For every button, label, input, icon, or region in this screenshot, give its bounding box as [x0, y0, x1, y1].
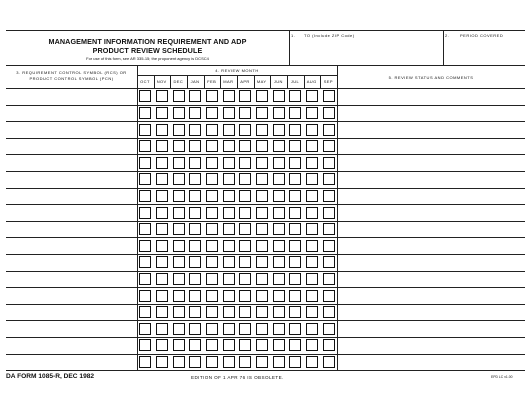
review-checkbox-aug[interactable] — [306, 190, 318, 202]
review-month-header: 4. REVIEW MONTH — [215, 68, 259, 73]
control-symbol-entry[interactable] — [6, 138, 136, 154]
review-checkbox-oct[interactable] — [139, 157, 151, 169]
review-checkbox-aug[interactable] — [306, 256, 318, 268]
control-symbol-entry[interactable] — [6, 320, 136, 336]
control-symbol-entry[interactable] — [6, 105, 136, 121]
review-checkbox-oct[interactable] — [139, 124, 151, 136]
review-checkbox-aug[interactable] — [306, 290, 318, 302]
control-symbol-entry[interactable] — [6, 188, 136, 204]
review-checkbox-sep[interactable] — [323, 256, 335, 268]
review-checkbox-feb[interactable] — [206, 306, 218, 318]
month-header-may: MAY — [256, 79, 267, 84]
review-checkbox-dec[interactable] — [173, 323, 185, 335]
review-checkbox-apr[interactable] — [239, 90, 251, 102]
review-checkbox-oct[interactable] — [139, 190, 151, 202]
review-checkbox-dec[interactable] — [173, 173, 185, 185]
review-checkbox-dec[interactable] — [173, 157, 185, 169]
review-checkbox-jul[interactable] — [289, 256, 301, 268]
review-checkbox-sep[interactable] — [323, 157, 335, 169]
review-checkbox-jul[interactable] — [289, 124, 301, 136]
review-checkbox-feb[interactable] — [206, 124, 218, 136]
review-checkbox-feb[interactable] — [206, 90, 218, 102]
review-checkbox-jul[interactable] — [289, 240, 301, 252]
review-checkbox-jun[interactable] — [273, 173, 285, 185]
review-checkbox-apr[interactable] — [239, 140, 251, 152]
control-symbol-entry[interactable] — [6, 304, 136, 320]
review-checkbox-jul[interactable] — [289, 306, 301, 318]
review-checkbox-dec[interactable] — [173, 356, 185, 368]
review-checkbox-apr[interactable] — [239, 240, 251, 252]
review-status-header: 5. REVIEW STATUS AND COMMENTS — [388, 75, 474, 80]
review-checkbox-sep[interactable] — [323, 240, 335, 252]
edition-note: EDITION OF 1 APR 76 IS OBSOLETE. — [191, 375, 284, 380]
header-divider-2 — [443, 30, 444, 65]
review-checkbox-jul[interactable] — [289, 190, 301, 202]
header-divider-1 — [289, 30, 290, 65]
review-checkbox-apr[interactable] — [239, 323, 251, 335]
review-checkbox-may[interactable] — [256, 339, 268, 351]
month-header-feb: FEB — [207, 79, 217, 84]
review-checkbox-sep[interactable] — [323, 223, 335, 235]
review-checkbox-apr[interactable] — [239, 339, 251, 351]
field-1-input[interactable] — [292, 40, 440, 63]
printer-mark: EPD LC v1.00 — [491, 375, 513, 379]
review-checkbox-aug[interactable] — [306, 140, 318, 152]
month-column-divider — [187, 75, 188, 88]
review-checkbox-jan[interactable] — [189, 339, 201, 351]
status-comments-entry[interactable] — [338, 287, 524, 303]
review-checkbox-sep[interactable] — [323, 339, 335, 351]
review-checkbox-aug[interactable] — [306, 306, 318, 318]
review-checkbox-mar[interactable] — [223, 339, 235, 351]
review-checkbox-mar[interactable] — [223, 90, 235, 102]
review-checkbox-may[interactable] — [256, 124, 268, 136]
review-checkbox-may[interactable] — [256, 290, 268, 302]
review-checkbox-feb[interactable] — [206, 240, 218, 252]
review-checkbox-mar[interactable] — [223, 124, 235, 136]
review-checkbox-mar[interactable] — [223, 223, 235, 235]
control-symbol-entry[interactable] — [6, 154, 136, 170]
month-header-dec: DEC — [173, 79, 184, 84]
status-comments-entry[interactable] — [338, 105, 524, 121]
review-checkbox-jan[interactable] — [189, 157, 201, 169]
review-checkbox-aug[interactable] — [306, 323, 318, 335]
review-checkbox-dec[interactable] — [173, 290, 185, 302]
status-comments-entry[interactable] — [338, 154, 524, 170]
review-checkbox-oct[interactable] — [139, 107, 151, 119]
review-checkbox-feb[interactable] — [206, 107, 218, 119]
review-checkbox-mar[interactable] — [223, 356, 235, 368]
review-checkbox-may[interactable] — [256, 223, 268, 235]
review-checkbox-jul[interactable] — [289, 90, 301, 102]
review-checkbox-jul[interactable] — [289, 173, 301, 185]
month-header-sep: SEP — [323, 79, 333, 84]
review-checkbox-may[interactable] — [256, 256, 268, 268]
review-checkbox-jan[interactable] — [189, 90, 201, 102]
review-checkbox-jul[interactable] — [289, 339, 301, 351]
review-checkbox-jun[interactable] — [273, 273, 285, 285]
review-checkbox-nov[interactable] — [156, 356, 168, 368]
review-checkbox-jan[interactable] — [189, 273, 201, 285]
review-checkbox-feb[interactable] — [206, 157, 218, 169]
review-checkbox-may[interactable] — [256, 240, 268, 252]
review-checkbox-jul[interactable] — [289, 157, 301, 169]
review-checkbox-mar[interactable] — [223, 140, 235, 152]
review-checkbox-may[interactable] — [256, 356, 268, 368]
review-checkbox-apr[interactable] — [239, 273, 251, 285]
review-checkbox-feb[interactable] — [206, 323, 218, 335]
review-checkbox-mar[interactable] — [223, 190, 235, 202]
review-checkbox-dec[interactable] — [173, 339, 185, 351]
form-title-line1: MANAGEMENT INFORMATION REQUIREMENT AND ADP — [48, 37, 247, 46]
review-checkbox-nov[interactable] — [156, 207, 168, 219]
review-checkbox-sep[interactable] — [323, 356, 335, 368]
review-checkbox-jun[interactable] — [273, 124, 285, 136]
review-checkbox-apr[interactable] — [239, 157, 251, 169]
review-checkbox-oct[interactable] — [139, 90, 151, 102]
month-column-divider — [220, 75, 221, 88]
control-symbol-entry[interactable] — [6, 271, 136, 287]
review-checkbox-sep[interactable] — [323, 323, 335, 335]
review-checkbox-mar[interactable] — [223, 157, 235, 169]
review-checkbox-aug[interactable] — [306, 107, 318, 119]
review-checkbox-jul[interactable] — [289, 323, 301, 335]
review-checkbox-jun[interactable] — [273, 256, 285, 268]
control-symbol-header-line2: PRODUCT CONTROL SYMBOL (PCN) — [29, 76, 114, 81]
review-checkbox-jan[interactable] — [189, 173, 201, 185]
review-checkbox-may[interactable] — [256, 140, 268, 152]
month-column-divider — [170, 75, 171, 88]
status-comments-entry[interactable] — [338, 304, 524, 320]
review-checkbox-jan[interactable] — [189, 290, 201, 302]
month-column-divider — [270, 75, 271, 88]
review-checkbox-jul[interactable] — [289, 356, 301, 368]
review-checkbox-apr[interactable] — [239, 356, 251, 368]
review-checkbox-may[interactable] — [256, 157, 268, 169]
review-checkbox-feb[interactable] — [206, 339, 218, 351]
review-checkbox-nov[interactable] — [156, 240, 168, 252]
review-checkbox-sep[interactable] — [323, 306, 335, 318]
review-checkbox-nov[interactable] — [156, 223, 168, 235]
review-checkbox-jun[interactable] — [273, 90, 285, 102]
review-checkbox-apr[interactable] — [239, 290, 251, 302]
review-checkbox-dec[interactable] — [173, 256, 185, 268]
form-id: DA FORM 1085-R, DEC 1982 — [6, 373, 95, 380]
header-bottom-border — [6, 65, 525, 66]
review-checkbox-nov[interactable] — [156, 273, 168, 285]
review-checkbox-jun[interactable] — [273, 306, 285, 318]
review-checkbox-jun[interactable] — [273, 223, 285, 235]
review-checkbox-dec[interactable] — [173, 273, 185, 285]
review-checkbox-jun[interactable] — [273, 107, 285, 119]
review-checkbox-jan[interactable] — [189, 124, 201, 136]
review-checkbox-jun[interactable] — [273, 356, 285, 368]
review-checkbox-oct[interactable] — [139, 306, 151, 318]
field-2-label: PERIOD COVERED — [460, 33, 504, 38]
review-checkbox-aug[interactable] — [306, 124, 318, 136]
review-checkbox-sep[interactable] — [323, 90, 335, 102]
review-checkbox-oct[interactable] — [139, 339, 151, 351]
review-checkbox-apr[interactable] — [239, 256, 251, 268]
review-checkbox-nov[interactable] — [156, 173, 168, 185]
review-checkbox-may[interactable] — [256, 173, 268, 185]
review-checkbox-sep[interactable] — [323, 273, 335, 285]
month-column-divider — [304, 75, 305, 88]
review-checkbox-oct[interactable] — [139, 323, 151, 335]
review-checkbox-jan[interactable] — [189, 306, 201, 318]
month-column-divider — [154, 75, 155, 88]
review-checkbox-apr[interactable] — [239, 190, 251, 202]
review-checkbox-may[interactable] — [256, 107, 268, 119]
review-checkbox-jun[interactable] — [273, 140, 285, 152]
control-symbol-entry[interactable] — [6, 254, 136, 270]
month-area-left-border — [137, 65, 138, 371]
month-column-divider — [254, 75, 255, 88]
review-checkbox-feb[interactable] — [206, 140, 218, 152]
month-header-jan: JAN — [190, 79, 200, 84]
review-checkbox-dec[interactable] — [173, 190, 185, 202]
control-symbol-entry[interactable] — [6, 287, 136, 303]
review-checkbox-dec[interactable] — [173, 140, 185, 152]
review-checkbox-jun[interactable] — [273, 207, 285, 219]
review-checkbox-jun[interactable] — [273, 339, 285, 351]
review-checkbox-oct[interactable] — [139, 356, 151, 368]
review-checkbox-jun[interactable] — [273, 240, 285, 252]
status-comments-entry[interactable] — [338, 188, 524, 204]
review-checkbox-nov[interactable] — [156, 157, 168, 169]
review-checkbox-jan[interactable] — [189, 140, 201, 152]
review-checkbox-dec[interactable] — [173, 240, 185, 252]
status-comments-entry[interactable] — [338, 138, 524, 154]
review-checkbox-aug[interactable] — [306, 223, 318, 235]
review-checkbox-may[interactable] — [256, 323, 268, 335]
review-checkbox-may[interactable] — [256, 190, 268, 202]
review-checkbox-jun[interactable] — [273, 157, 285, 169]
review-checkbox-dec[interactable] — [173, 223, 185, 235]
review-checkbox-apr[interactable] — [239, 223, 251, 235]
review-checkbox-feb[interactable] — [206, 207, 218, 219]
review-checkbox-sep[interactable] — [323, 124, 335, 136]
review-checkbox-jul[interactable] — [289, 207, 301, 219]
status-comments-entry[interactable] — [338, 237, 524, 253]
status-comments-entry[interactable] — [338, 271, 524, 287]
review-checkbox-sep[interactable] — [323, 290, 335, 302]
review-checkbox-jun[interactable] — [273, 190, 285, 202]
month-header-oct: OCT — [140, 79, 150, 84]
review-checkbox-mar[interactable] — [223, 306, 235, 318]
review-checkbox-apr[interactable] — [239, 306, 251, 318]
review-checkbox-nov[interactable] — [156, 306, 168, 318]
review-checkbox-dec[interactable] — [173, 90, 185, 102]
month-header-jun: JUN — [273, 79, 283, 84]
review-checkbox-may[interactable] — [256, 207, 268, 219]
review-checkbox-aug[interactable] — [306, 173, 318, 185]
review-checkbox-jul[interactable] — [289, 273, 301, 285]
status-comments-entry[interactable] — [338, 337, 524, 353]
field-1-label: TO (Include ZIP Code) — [304, 33, 355, 38]
review-checkbox-oct[interactable] — [139, 173, 151, 185]
review-checkbox-oct[interactable] — [139, 273, 151, 285]
review-checkbox-oct[interactable] — [139, 140, 151, 152]
form-title-line2: PRODUCT REVIEW SCHEDULE — [92, 46, 203, 55]
review-checkbox-mar[interactable] — [223, 290, 235, 302]
status-comments-entry[interactable] — [338, 204, 524, 220]
review-checkbox-mar[interactable] — [223, 207, 235, 219]
review-checkbox-jan[interactable] — [189, 107, 201, 119]
review-checkbox-sep[interactable] — [323, 140, 335, 152]
review-checkbox-apr[interactable] — [239, 107, 251, 119]
review-checkbox-nov[interactable] — [156, 290, 168, 302]
review-checkbox-sep[interactable] — [323, 173, 335, 185]
review-checkbox-jan[interactable] — [189, 190, 201, 202]
review-checkbox-aug[interactable] — [306, 90, 318, 102]
review-checkbox-nov[interactable] — [156, 339, 168, 351]
control-symbol-header-line1: 3. REQUIREMENT CONTROL SYMBOL (RCS) OR — [16, 70, 127, 75]
review-checkbox-mar[interactable] — [223, 107, 235, 119]
status-comments-entry[interactable] — [338, 88, 524, 104]
review-checkbox-aug[interactable] — [306, 339, 318, 351]
review-checkbox-oct[interactable] — [139, 290, 151, 302]
month-column-divider — [320, 75, 321, 88]
review-checkbox-mar[interactable] — [223, 256, 235, 268]
month-header-jul: JUL — [290, 79, 300, 84]
review-checkbox-jan[interactable] — [189, 207, 201, 219]
review-checkbox-nov[interactable] — [156, 107, 168, 119]
review-checkbox-jan[interactable] — [189, 240, 201, 252]
review-checkbox-apr[interactable] — [239, 124, 251, 136]
status-comments-entry[interactable] — [338, 254, 524, 270]
status-comments-entry[interactable] — [338, 121, 524, 137]
status-comments-entry[interactable] — [338, 221, 524, 237]
month-header-aug: AUG — [306, 79, 317, 84]
review-checkbox-apr[interactable] — [239, 173, 251, 185]
field-2-number: 2. — [445, 33, 450, 38]
review-checkbox-aug[interactable] — [306, 207, 318, 219]
review-checkbox-feb[interactable] — [206, 273, 218, 285]
review-checkbox-nov[interactable] — [156, 140, 168, 152]
status-comments-entry[interactable] — [338, 320, 524, 336]
review-checkbox-nov[interactable] — [156, 124, 168, 136]
review-checkbox-nov[interactable] — [156, 256, 168, 268]
review-checkbox-jul[interactable] — [289, 223, 301, 235]
review-checkbox-dec[interactable] — [173, 124, 185, 136]
review-checkbox-dec[interactable] — [173, 207, 185, 219]
review-schedule-form — [6, 30, 525, 371]
control-symbol-entry[interactable] — [6, 337, 136, 353]
review-checkbox-may[interactable] — [256, 306, 268, 318]
review-checkbox-feb[interactable] — [206, 173, 218, 185]
month-column-divider — [287, 75, 288, 88]
review-checkbox-feb[interactable] — [206, 190, 218, 202]
review-checkbox-dec[interactable] — [173, 107, 185, 119]
status-comments-entry[interactable] — [338, 171, 524, 187]
review-checkbox-aug[interactable] — [306, 273, 318, 285]
review-checkbox-jun[interactable] — [273, 323, 285, 335]
review-checkbox-feb[interactable] — [206, 290, 218, 302]
row-divider — [6, 370, 525, 371]
review-checkbox-feb[interactable] — [206, 256, 218, 268]
form-subtitle: For use of this form, see AR 335-15; the proponent agency is DCSC4 — [86, 56, 209, 61]
review-checkbox-mar[interactable] — [223, 273, 235, 285]
review-checkbox-may[interactable] — [256, 90, 268, 102]
form-top-border — [6, 30, 525, 31]
review-checkbox-jul[interactable] — [289, 290, 301, 302]
control-symbol-entry[interactable] — [6, 121, 136, 137]
review-checkbox-jan[interactable] — [189, 356, 201, 368]
review-checkbox-nov[interactable] — [156, 323, 168, 335]
review-checkbox-mar[interactable] — [223, 173, 235, 185]
review-checkbox-jan[interactable] — [189, 223, 201, 235]
review-checkbox-feb[interactable] — [206, 356, 218, 368]
review-checkbox-mar[interactable] — [223, 323, 235, 335]
review-checkbox-aug[interactable] — [306, 356, 318, 368]
review-checkbox-mar[interactable] — [223, 240, 235, 252]
review-checkbox-jul[interactable] — [289, 140, 301, 152]
control-symbol-entry[interactable] — [6, 204, 136, 220]
review-checkbox-apr[interactable] — [239, 207, 251, 219]
control-symbol-entry[interactable] — [6, 171, 136, 187]
month-header-nov: NOV — [156, 79, 167, 84]
review-checkbox-sep[interactable] — [323, 190, 335, 202]
month-header-mar: MAR — [223, 79, 234, 84]
field-1-number: 1. — [291, 33, 296, 38]
review-checkbox-dec[interactable] — [173, 306, 185, 318]
review-checkbox-oct[interactable] — [139, 240, 151, 252]
review-checkbox-nov[interactable] — [156, 190, 168, 202]
review-checkbox-aug[interactable] — [306, 240, 318, 252]
field-2-input[interactable] — [446, 40, 522, 63]
month-column-divider — [204, 75, 205, 88]
control-symbol-entry[interactable] — [6, 221, 136, 237]
review-checkbox-may[interactable] — [256, 273, 268, 285]
review-checkbox-aug[interactable] — [306, 157, 318, 169]
review-checkbox-jan[interactable] — [189, 256, 201, 268]
review-checkbox-oct[interactable] — [139, 256, 151, 268]
month-column-divider — [237, 75, 238, 88]
review-checkbox-feb[interactable] — [206, 223, 218, 235]
review-checkbox-oct[interactable] — [139, 223, 151, 235]
review-checkbox-nov[interactable] — [156, 90, 168, 102]
review-checkbox-sep[interactable] — [323, 107, 335, 119]
control-symbol-entry[interactable] — [6, 88, 136, 104]
review-checkbox-sep[interactable] — [323, 207, 335, 219]
review-checkbox-oct[interactable] — [139, 207, 151, 219]
status-comments-entry[interactable] — [338, 354, 524, 370]
month-header-apr: APR — [240, 79, 250, 84]
review-checkbox-jul[interactable] — [289, 107, 301, 119]
control-symbol-entry[interactable] — [6, 237, 136, 253]
review-checkbox-jun[interactable] — [273, 290, 285, 302]
review-checkbox-jan[interactable] — [189, 323, 201, 335]
control-symbol-entry[interactable] — [6, 354, 136, 370]
